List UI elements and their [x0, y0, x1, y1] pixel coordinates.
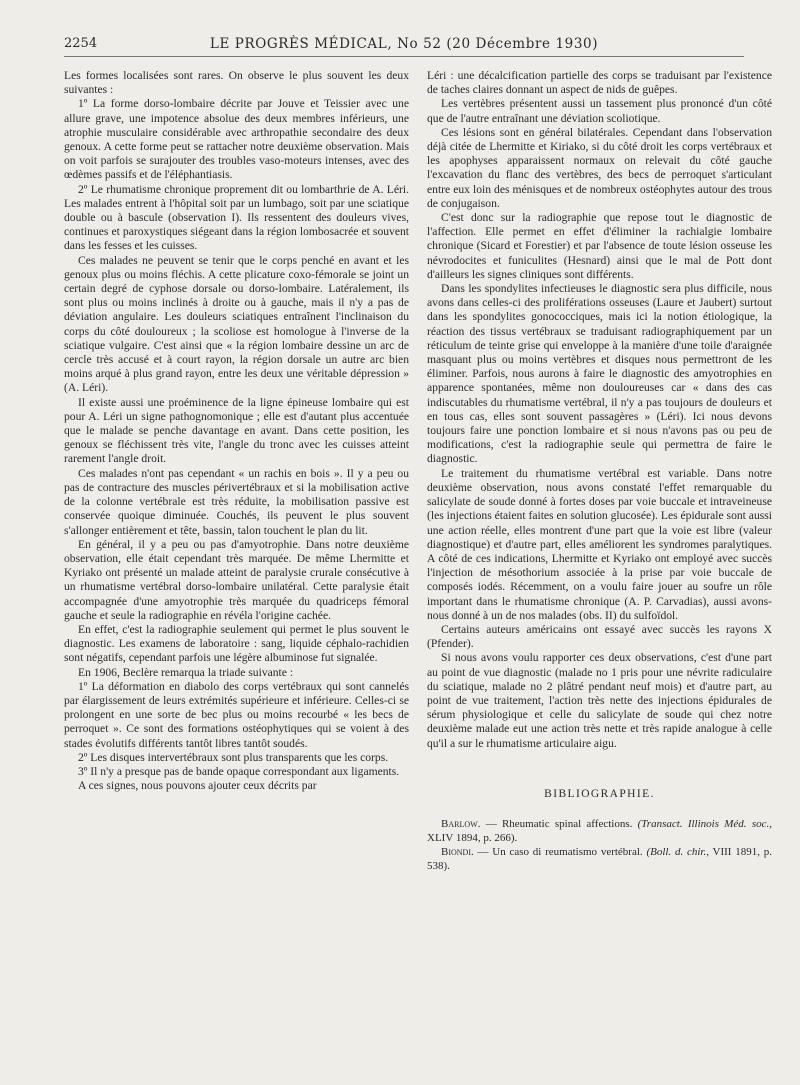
bibliography-entry	[427, 817, 772, 845]
paragraph: Ces malades n'ont pas cependant « un rachis en bois ». Il y a peu ou pas de contracture des muscles périvertébraux et si la mobilisation active de la colonne vertébrale est très réduite, la mobilisation passive est conservée quoique diminuée. Couchés, ils peuvent le plus souvent s'allonger entièrement et tête, bassin, talon touchent le plan du lit.	[64, 466, 409, 537]
paragraph: 1º La forme dorso-lombaire décrite par Jouve et Teissier avec une allure grave, une impotence absolue des deux membres inférieurs, une atrophie musculaire considérable avec arthropathie secondaire des deux genoux. A cette forme peut se rattacher notre deuxième observation. Mais on voit parfois se surajouter des troubles vaso-moteurs intenses, avec des œdèmes passifs et de l'éléphantiasis.	[64, 97, 409, 182]
paragraph: Léri : une décalcification partielle des corps se traduisant par l'existence de taches claires donnant un aspect de nids de guêpes.	[427, 69, 772, 97]
paragraph: En effet, c'est la radiographie seulement qui permet le plus souvent le diagnostic. Les examens de laboratoire : sang, liquide céphalo-rachidien sont négatifs, cependant parfois une légère albuminose fut signalée.	[64, 622, 409, 665]
page-header	[64, 30, 744, 57]
bibliography-heading: BIBLIOGRAPHIE.	[544, 787, 655, 800]
ref-journal: (Boll. d. chir.,	[646, 845, 709, 858]
paragraph: 1º La déformation en diabolo des corps vertébraux qui sont cannelés par élargissement de leurs extrémités supérieure et inférieure. Celles-ci se prolongent en une sorte de bec plus ou moins recourbé « les becs de perroquet ». Ce sont des formations ostéophytiques qui se voient à des stades évolutifs différents tantôt libres tantôt soudés.	[64, 679, 409, 750]
paragraph: 3º Il n'y a presque pas de bande opaque correspondant aux ligaments.	[78, 764, 400, 778]
ref-journal: (Transact. Illinois Méd. soc.,	[637, 817, 772, 830]
paragraph: En 1906, Beclère remarqua la triade suivante :	[78, 665, 294, 679]
paragraph: 2º Le rhumatisme chronique proprement dit ou lombarthrie de A. Léri. Les malades entrent à l'hôpital soit par un lumbago, soit par une sciatique double ou à bascule (observation I). Ils ressentent des douleurs vives, continues et paroxystiques siégeant dans la région lombosacrée et souvent dans les fesses et les cuisses.	[64, 182, 409, 253]
paragraph: C'est donc sur la radiographie que repose tout le diagnostic de l'affection. Elle permet en effet d'éliminer la rachialgie lombaire chronique (Sicard et Forestier) et par l'absence de toute lésion osseuse les névrodocites et funiculites (Hesnard) ainsi que le mal de Pott dont d'ailleurs les signes cliniques sont différents.	[427, 211, 772, 281]
paragraph: Le traitement du rhumatisme vertébral est variable. Dans notre deuxième observation, nous avons constaté l'effet remarquable du salicylate de soude donné à fortes doses par voie buccale et intraveineuse (les injections étaient faites en solution glucosée). Les épidurale sont aussi une action réelle, elles montrent d'une part que la voie est libre (valeur diagnostique) et d'autre part, elles améliorent les syndromes paralytiques. A côté de ces indications, Lhermitte et Kyriako ont employé avec succès l'injection de mésothorium associée à la prise par voie buccale de composés iodés. Récemment, on a voulu faire jouer au soufre un rôle important dans le rhumatisme chronique (A. P. Carvadias), aussi avons-nous donné à un de nos malades (obs. II) du sulfoïdol.	[427, 466, 772, 622]
paragraph: Ces lésions sont en général bilatérales. Cependant dans l'observation déjà citée de Lhermitte et Kiriako, si du côté droit les corps vertébraux et les apophyses apparaissent normaux on relevait du côté gauche l'excavation du flanc des vertèbres, des becs de perroquet s'articulant entre eux loin des ménisques et de nombreux ostéophytes autour des trous de conjugaison.	[427, 125, 772, 210]
left-column	[64, 69, 409, 873]
paragraph: 2º Les disques intervertébraux sont plus transparents que les corps.	[78, 750, 389, 764]
page-number: 2254	[64, 36, 98, 51]
paragraph: Il existe aussi une proéminence de la ligne épineuse lombaire qui est pour A. Léri un signe pathognomonique ; elle est d'autant plus accentuée que le malade se penche davantage en avant. Dans cette position, les genoux se fléchissent très vite, l'angle du tronc avec les cuisses atteint rarement l'angle droit.	[64, 395, 409, 466]
ref-author: Biondi.	[441, 845, 474, 858]
ref-title: — Rheumatic spinal affections.	[480, 817, 638, 830]
paragraph: A ces signes, nous pouvons ajouter ceux décrits par	[78, 779, 317, 793]
ref-author: Barlow.	[441, 817, 481, 830]
paragraph: Si nous avons voulu rapporter ces deux observations, c'est d'une part au point de vue diagnostic (malade no 1 pris pour une névrite radiculaire du sciatique, malade no 2 plâtré pendant neuf mois) et d'autre part, au point de vue traitement, l'action très nette des injections épidurales de sérum physiologique et celle du salicylate de soude qui chez notre deuxième malade eut une action très nette et très rapide analogue à celle qu'il a sur le rhumatisme articulaire aigu.	[427, 651, 772, 750]
paragraph: Les vertèbres présentent aussi un tassement plus prononcé d'un côté que de l'autre entraînant une déviation scoliotique.	[427, 97, 772, 125]
right-column	[427, 69, 772, 873]
bibliography-entry	[427, 845, 772, 873]
ref-details: XLIV 1894, p. 266).	[427, 831, 518, 844]
paragraph: Les formes localisées sont rares. On observe le plus souvent les deux suivantes :	[64, 69, 409, 97]
two-column-body	[64, 69, 772, 873]
paragraph: En général, il y a peu ou pas d'amyotrophie. Dans notre deuxième observation, elle était cependant très marquée. De même Lhermitte et Kyriako ont présenté un malade atteint de paralysie crurale consécutive à un rhumatisme vertébral dorso-lombaire unilatéral. Cette paralysie était accompagnée d'une amyotrophie très marquée du quadriceps fémoral gauche et seule la radiographie en révéla l'origine cachée.	[64, 537, 409, 622]
paragraph: Dans les spondylites infectieuses le diagnostic sera plus difficile, nous avons dans celles-ci des proliférations osseuses (Laure et Jaubert) surtout dans les spondylites gonococciques, mais ici la notion étiologique, la réaction des tissus vertébraux se traduisant radiographiquement par un réticulum de teinte grise qui enveloppe à la manière d'une toile d'araignée masquant plus ou moins vertèbres et disques nous permettront de les éliminer. Parfois, nous aurons à faire le diagnostic des amyotrophies en apparence spontanées, même non douloureuses car « dans des cas indiscutables du rhumatisme vertébral, il n'y a pas toujours de douleurs et en tous cas, elles sont souvent passagères » (Léri). Ici nous devons toujours faire une ponction lombaire et si nous n'avons pas ou peu de modifications, c'est la radiographie seule qui permettra de faire le diagnostic.	[427, 282, 772, 466]
paragraph: Certains auteurs américains ont essayé avec succès les rayons X (Pfender).	[427, 622, 772, 651]
ref-details: VIII 1891, p. 538).	[427, 845, 772, 872]
paragraph: Ces malades ne peuvent se tenir que le corps penché en avant et les genoux plus ou moins fléchis. A cette plicature coxo-fémorale se joint un certain degré de cyphose dorsale ou dorso-lombaire. Latéralement, ils sont plus ou moins inclinés à droite ou à gauche, mais il n'y a pas de déviation angulaire. Les douleurs sciatiques entraînent l'inclinaison du corps du côté douloureux ; la scoliose est homologue à l'inverse de la sciatique vulgaire. C'est ainsi que « la région lombaire dessine un arc de cercle très accusé et à court rayon, la région dorsale un autre arc bien moins arqué à plus grand rayon, entre les deux une véritable dépression » (A. Léri).	[64, 253, 409, 395]
ref-title: — Un caso di reumatismo vertébral.	[473, 845, 647, 858]
running-title: LE PROGRÈS MÉDICAL, No 52 (20 Décembre 1930)	[209, 36, 599, 52]
